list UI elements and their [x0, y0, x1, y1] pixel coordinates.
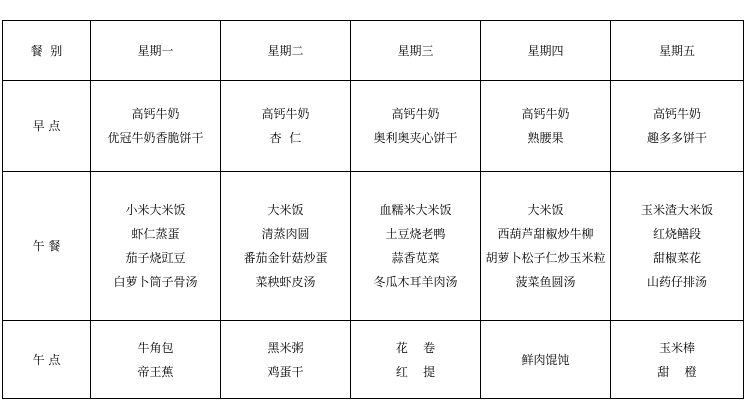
menu-cell — [91, 172, 221, 321]
menu-item: 趣多多饼干 — [646, 131, 707, 145]
day-header-tuesday: 星期二 — [221, 21, 351, 81]
menu-cell — [91, 81, 221, 172]
menu-item: 菠菜鱼圆汤 — [515, 275, 576, 289]
menu-item: 白萝卜筒子骨汤 — [113, 275, 198, 289]
menu-item: 鲜肉馄饨 — [521, 352, 570, 367]
weekly-menu-table — [2, 20, 744, 399]
menu-item: 帝王蕉 — [137, 364, 174, 379]
menu-item: 土豆烧老鸭 — [385, 227, 446, 241]
menu-cell — [481, 81, 611, 172]
breakfast-row — [3, 81, 744, 172]
menu-cell — [481, 321, 611, 399]
menu-item: 血糯米大米饭 — [379, 203, 452, 217]
menu-item: 杏 仁 — [269, 131, 302, 145]
day-header-wednesday: 星期三 — [351, 21, 481, 81]
menu-cell — [91, 321, 221, 399]
menu-item: 高钙牛奶 — [652, 107, 701, 121]
menu-cell — [611, 321, 744, 399]
menu-item: 熟腰果 — [527, 131, 564, 145]
menu-item: 大米饭 — [267, 203, 304, 217]
menu-item: 冬瓜木耳羊肉汤 — [373, 275, 458, 289]
meal-type-header: 餐 别 — [3, 21, 91, 81]
menu-item: 番茄金针菇炒蛋 — [243, 251, 328, 265]
menu-item: 甜椒菜花 — [652, 251, 701, 265]
menu-item: 优冠牛奶香脆饼干 — [107, 131, 204, 145]
menu-item: 花 卷 — [395, 340, 436, 355]
meal-label-breakfast: 早 点 — [3, 81, 91, 172]
day-header-friday: 星期五 — [611, 21, 744, 81]
menu-cell — [351, 321, 481, 399]
menu-item: 蒜香苋菜 — [391, 251, 440, 265]
menu-cell — [351, 172, 481, 321]
menu-item: 胡萝卜松子仁炒玉米粒 — [485, 251, 606, 265]
menu-item: 甜 橙 — [657, 364, 697, 379]
menu-item: 玉米棒 — [658, 340, 695, 355]
menu-cell — [611, 172, 744, 321]
menu-item: 菜秧虾皮汤 — [255, 275, 316, 289]
menu-cell — [221, 81, 351, 172]
menu-item: 清蒸肉圆 — [261, 227, 310, 241]
day-header-monday: 星期一 — [91, 21, 221, 81]
menu-item: 小米大米饭 — [125, 203, 186, 217]
menu-item: 奥利奥夹心饼干 — [373, 131, 458, 145]
menu-cell — [611, 81, 744, 172]
meal-label-lunch: 午 餐 — [3, 172, 91, 321]
menu-item: 茄子烧豇豆 — [125, 251, 186, 265]
menu-item: 西葫芦甜椒炒牛柳 — [497, 227, 594, 241]
menu-item: 高钙牛奶 — [391, 107, 440, 121]
menu-item: 红 提 — [395, 364, 436, 379]
day-header-thursday: 星期四 — [481, 21, 611, 81]
menu-item: 高钙牛奶 — [131, 107, 180, 121]
menu-cell — [221, 172, 351, 321]
menu-item: 高钙牛奶 — [521, 107, 570, 121]
header-row — [3, 21, 744, 81]
menu-cell — [351, 81, 481, 172]
menu-item: 高钙牛奶 — [261, 107, 310, 121]
menu-item: 玉米渣大米饭 — [640, 203, 713, 217]
menu-item: 大米饭 — [527, 203, 564, 217]
menu-item: 鸡蛋干 — [267, 364, 304, 379]
menu-item: 红烧鳝段 — [652, 227, 701, 241]
menu-item: 黑米粥 — [267, 340, 304, 355]
lunch-row — [3, 172, 744, 321]
menu-item: 牛角包 — [137, 340, 174, 355]
afternoon-snack-row — [3, 321, 744, 399]
menu-cell — [481, 172, 611, 321]
meal-label-afternoon-snack: 午 点 — [3, 321, 91, 399]
menu-item: 虾仁蒸蛋 — [131, 227, 180, 241]
menu-item: 山药仔排汤 — [646, 275, 707, 289]
menu-cell — [221, 321, 351, 399]
